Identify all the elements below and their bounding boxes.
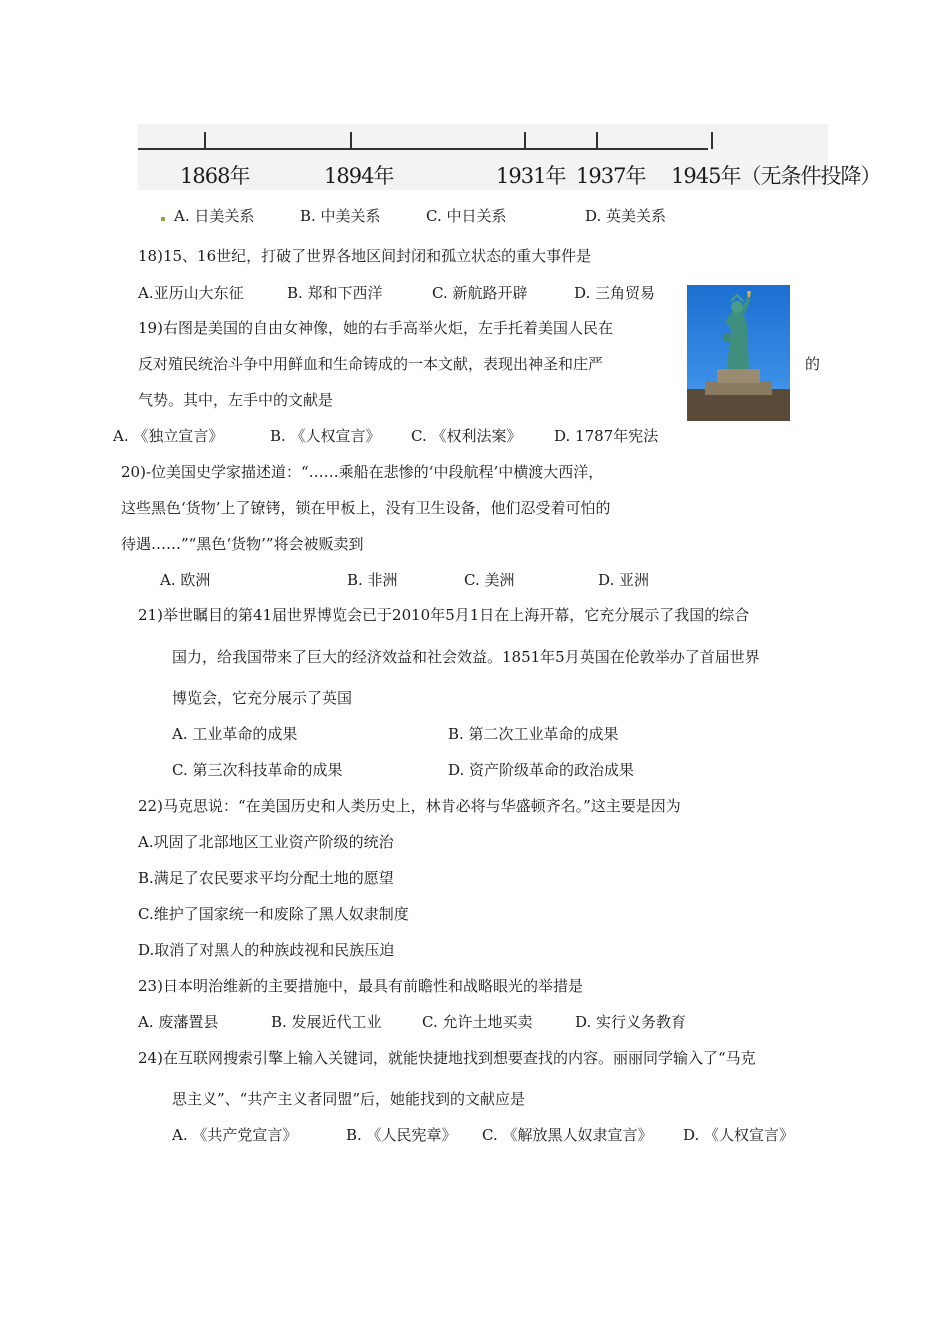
- q24-line-1: 24)在互联网搜索引擎上输入关键词，就能快捷地找到想要查找的内容。丽丽同学输入了“马克: [138, 1049, 756, 1067]
- q19-option-a: A. 《独立宣言》: [113, 427, 224, 445]
- q17-option-a: A. 日美关系: [174, 207, 255, 225]
- q19-line-3: 气势。其中，左手中的文献是: [138, 391, 334, 409]
- q20-option-a: A. 欧洲: [160, 571, 211, 589]
- q22-option-c: C.维护了国家统一和废除了黑人奴隶制度: [138, 905, 409, 923]
- q17-option-c: C. 中日关系: [426, 207, 507, 225]
- q19-option-b: B. 《人权宣言》: [270, 427, 381, 445]
- timeline-year: 1937年: [576, 164, 646, 188]
- q23-option-d: D. 实行义务教育: [575, 1013, 687, 1031]
- timeline-tick: [711, 132, 713, 149]
- q24-line-2: 思主义”、“共产主义者同盟”后，她能找到的文献应是: [172, 1090, 526, 1108]
- timeline-year: 1945年（无条件投降）: [671, 164, 881, 188]
- q24-option-b: B. 《人民宪章》: [346, 1126, 457, 1144]
- q23-option-b: B. 发展近代工业: [271, 1013, 382, 1031]
- timeline-tick: [524, 132, 526, 149]
- q18-option-b: B. 郑和下西洋: [287, 284, 383, 302]
- q23-option-c: C. 允许土地买卖: [422, 1013, 533, 1031]
- statue-of-liberty-image: [687, 285, 790, 421]
- q19-line-2: 反对殖民统治斗争中用鲜血和生命铸成的一本文献，表现出神圣和庄严: [138, 355, 604, 373]
- q20-option-b: B. 非洲: [347, 571, 398, 589]
- q21-line-2: 国力，给我国带来了巨大的经济效益和社会效益。1851年5月英国在伦敦举办了首届世界: [172, 648, 760, 666]
- q20-line-3: 待遇……”“黑色‘货物’”将会被贩卖到: [121, 535, 364, 553]
- q21-line-3: 博览会，它充分展示了英国: [172, 689, 353, 707]
- timeline-tick: [596, 132, 598, 149]
- q21-line-1: 21)举世瞩目的第41届世界博览会已于2010年5月1日在上海开幕，它充分展示了我国的综合: [138, 606, 750, 624]
- timeline-year: 1931年: [496, 164, 566, 188]
- q20-option-c: C. 美洲: [464, 571, 515, 589]
- timeline-year: 1868年: [180, 164, 250, 188]
- q18-stem: 18)15、16世纪，打破了世界各地区间封闭和孤立状态的重大事件是: [138, 247, 592, 265]
- q21-option-d: D. 资产阶级革命的政治成果: [448, 761, 635, 779]
- q24-option-a: A. 《共产党宣言》: [172, 1126, 298, 1144]
- q22-stem: 22)马克思说：“在美国历史和人类历史上，林肯必将与华盛顿齐名。”这主要是因为: [138, 797, 681, 815]
- q18-option-a: A.亚历山大东征: [138, 284, 244, 302]
- q24-option-d: D. 《人权宣言》: [683, 1126, 795, 1144]
- q17-option-b: B. 中美关系: [300, 207, 381, 225]
- timeline-axis: [138, 148, 708, 150]
- q21-option-b: B. 第二次工业革命的成果: [448, 725, 619, 743]
- q19-line-1: 19)右图是美国的自由女神像，她的右手高举火炬，左手托着美国人民在: [138, 319, 613, 337]
- q20-line-2: 这些黑色‘货物’上了镣铐，锁在甲板上，没有卫生设备，他们忍受着可怕的: [121, 499, 611, 517]
- q19-option-c: C. 《权利法案》: [411, 427, 522, 445]
- marker-dot: [161, 217, 165, 221]
- timeline-tick: [350, 132, 352, 149]
- timeline-year: 1894年: [324, 164, 394, 188]
- q19-option-d: D. 1787年宪法: [554, 427, 659, 445]
- q22-option-d: D.取消了对黑人的种族歧视和民族压迫: [138, 941, 395, 959]
- q23-option-a: A. 废藩置县: [138, 1013, 219, 1031]
- q18-option-d: D. 三角贸易: [574, 284, 656, 302]
- q24-option-c: C. 《解放黑人奴隶宣言》: [482, 1126, 653, 1144]
- timeline-image: [138, 124, 881, 190]
- q18-option-c: C. 新航路开辟: [432, 284, 528, 302]
- q20-line-1: 20)-位美国史学家描述道：“……乘船在悲惨的‘中段航程’中横渡大西洋，: [121, 463, 604, 481]
- q21-option-a: A. 工业革命的成果: [172, 725, 298, 743]
- q20-option-d: D. 亚洲: [598, 571, 650, 589]
- q22-option-a: A.巩固了北部地区工业资产阶级的统治: [138, 833, 394, 851]
- q23-stem: 23)日本明治维新的主要措施中，最具有前瞻性和战略眼光的举措是: [138, 977, 583, 995]
- timeline-tick: [204, 132, 206, 149]
- q19-line-2-end: 的: [805, 355, 821, 373]
- q17-option-d: D. 英美关系: [585, 207, 667, 225]
- q21-option-c: C. 第三次科技革命的成果: [172, 761, 343, 779]
- q22-option-b: B.满足了农民要求平均分配土地的愿望: [138, 869, 394, 887]
